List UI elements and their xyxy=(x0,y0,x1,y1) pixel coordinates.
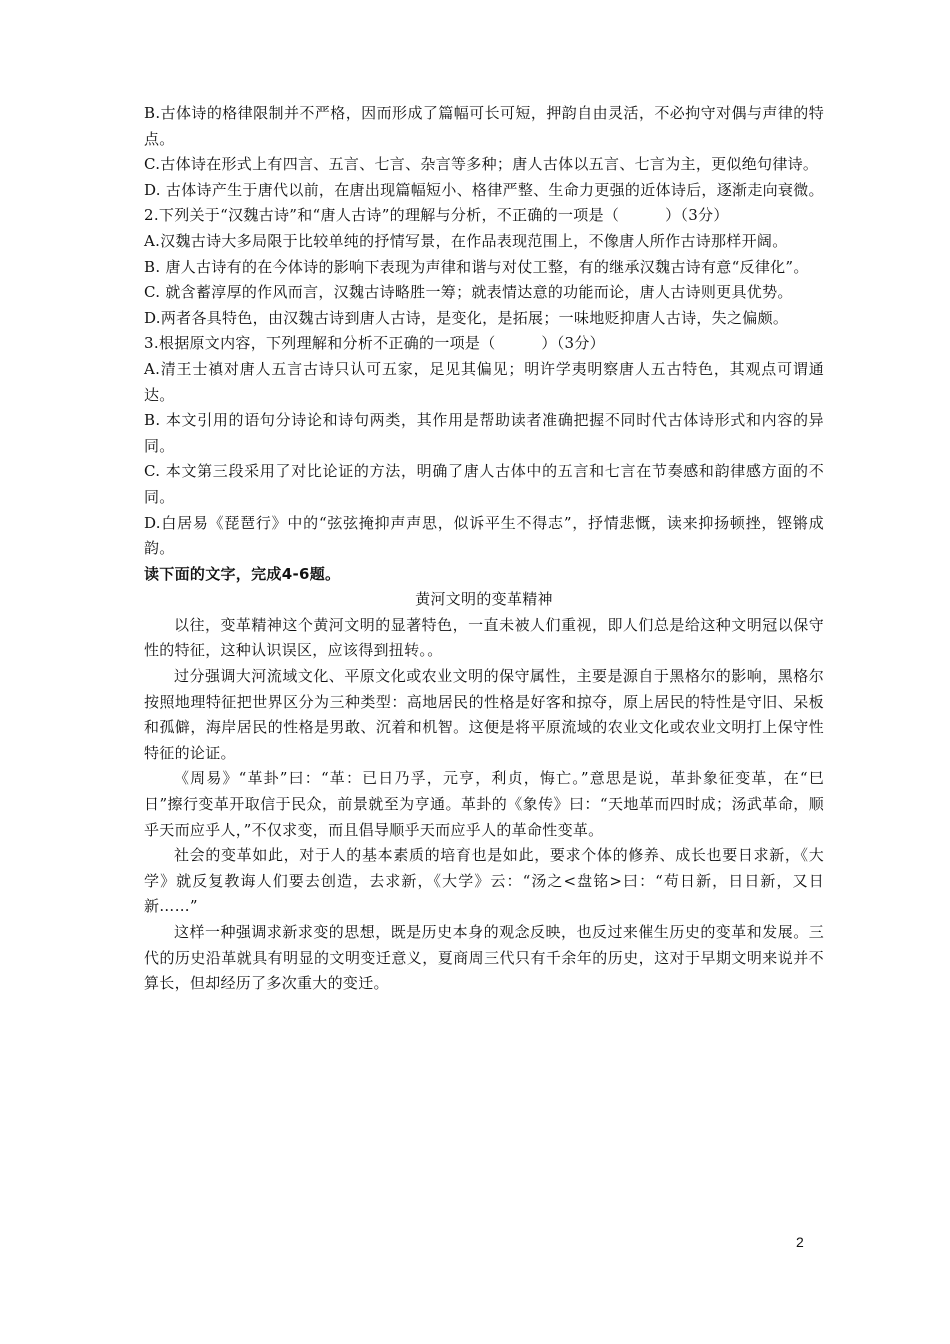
q1-option-b: B.古体诗的格律限制并不严格，因而形成了篇幅可长可短，押韵自由灵活，不必拘守对偶与声律的特点。 xyxy=(144,104,824,148)
q3-option-c: C. 本文第三段采用了对比论证的方法，明确了唐人古体中的五言和七言在节奏感和韵律感方面的不同。 xyxy=(144,462,824,506)
article-paragraph: 社会的变革如此，对于人的基本素质的培育也是如此，要求个体的修养、成长也要日求新，《大学》就反复教诲人们要去创造，去求新，《大学》云：“汤之<盘铭>曰：“苟日新，日日新，又日新……” xyxy=(144,846,824,916)
article-paragraph: 《周易》“革卦”曰：“革：已日乃孚，元亨，利贞，悔亡。”意思是说，革卦象征变革，在“巳日”擦行变革开取信于民众，前景就至为亨通。革卦的《象传》曰：“天地革而四时成；汤武革命，顺乎天而应乎人，”不仅求变，而且倡导顺乎天而应乎人的革命性变革。 xyxy=(144,769,824,839)
q2-stem: 2.下列关于“汉魏古诗”和“唐人古诗”的理解与分析，不正确的一项是（ ）（3分） xyxy=(144,206,729,225)
article-paragraph: 以往，变革精神这个黄河文明的显著特色，一直未被人们重视，即人们总是给这种文明冠以保守性的特征，这种认识误区，应该得到扭转。。 xyxy=(144,615,824,660)
q2-option-d: D.两者各具特色，由汉魏古诗到唐人古诗，是变化，是拓展；一味地贬抑唐人古诗，失之偏颇。 xyxy=(144,308,789,327)
q3-stem: 3.根据原文内容，下列理解和分析不正确的一项是（ ）（3分） xyxy=(144,334,605,353)
q2-option-c: C. 就含蓄淳厚的作风而言，汉魏古诗略胜一筹；就表情达意的功能而论，唐人古诗则更具优势。 xyxy=(144,283,793,302)
q1-option-d: D. 古体诗产生于唐代以前，在唐出现篇幅短小、格律严整、生命力更强的近体诗后，逐渐走向衰微。 xyxy=(144,180,824,199)
page-content xyxy=(144,101,824,997)
q1-option-c: C.古体诗在形式上有四言、五言、七言、杂言等多种；唐人古体以五言、七言为主，更似绝句律诗。 xyxy=(144,155,819,174)
q3-option-d: D.白居易《琵琶行》中的“弦弦掩抑声声思，似诉平生不得志”，抒情悲慨，读来抑扬顿挫，铿锵成韵。 xyxy=(144,513,824,558)
page-number: 2 xyxy=(796,1234,804,1250)
q3-option-b: B. 本文引用的语句分诗论和诗句两类，其作用是帮助读者准确把握不同时代古体诗形式和内容的异同。 xyxy=(144,411,824,455)
article-paragraph: 这样一种强调求新求变的思想，既是历史本身的观念反映，也反过来催生历史的变革和发展。三代的历史沿革就具有明显的文明变迁意义，夏商周三代只有千余年的历史，这对于早期文明来说并不算长，但却经历了多次重大的变迁。 xyxy=(144,923,824,993)
article-paragraph: 过分强调大河流域文化、平原文化或农业文明的保守属性，主要是源自于黑格尔的影响，黑格尔按照地理特征把世界区分为三种类型：高地居民的性格是好客和掠夺，原上居民的特性是守旧、呆板和孤僻，海岸居民的性格是男敢、沉着和机智。这便是将平原流域的农业文化或农业文明打上保守性特征的论证。 xyxy=(144,667,824,762)
section-heading: 读下面的文字，完成4-6题。 xyxy=(144,564,341,583)
q3-option-a: A.清王士禛对唐人五言古诗只认可五家，足见其偏见；明许学夷明察唐人五古特色，其观点可谓通达。 xyxy=(144,359,824,404)
article-title: 黄河文明的变革精神 xyxy=(415,590,553,609)
q2-option-a: A.汉魏古诗大多局限于比较单纯的抒情写景，在作品表现范围上，不像唐人所作古诗那样开阔。 xyxy=(144,231,788,250)
q2-option-b: B. 唐人古诗有的在今体诗的影响下表现为声律和谐与对仗工整，有的继承汉魏古诗有意“反律化”。 xyxy=(144,257,809,276)
